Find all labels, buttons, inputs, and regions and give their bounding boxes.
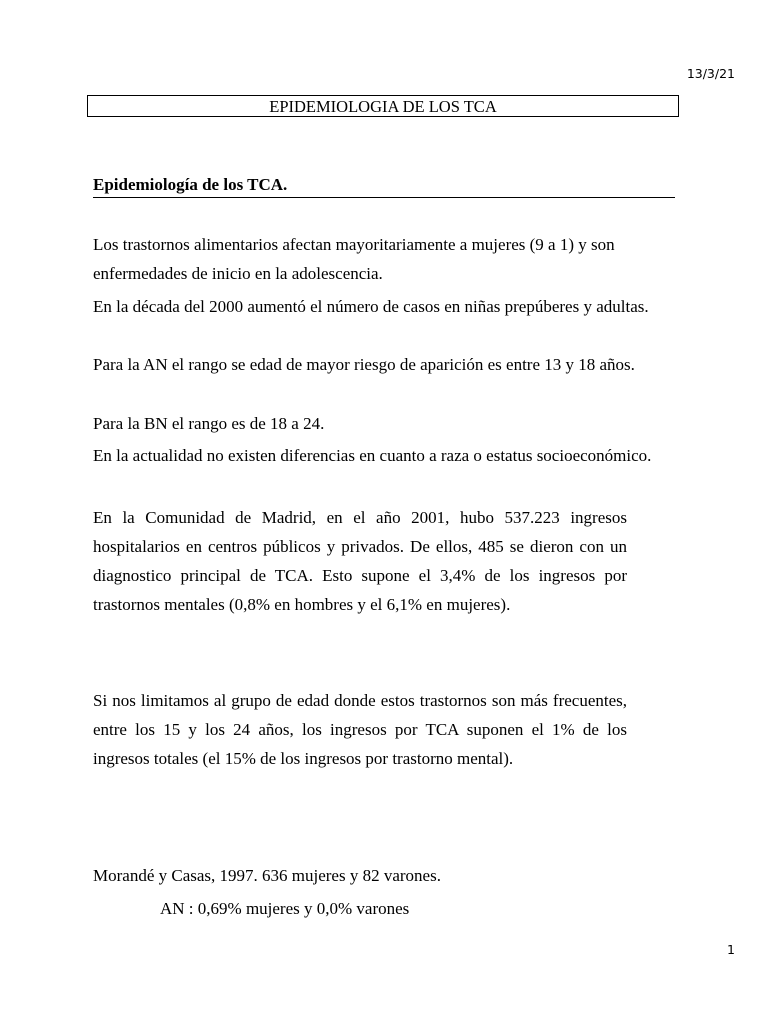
paragraph-an-age-range: Para la AN el rango se edad de mayor riesgo de aparición es entre 13 y 18 años. (93, 355, 635, 374)
paragraph-madrid-admissions: En la Comunidad de Madrid, en el año 2001, hubo 537.223 ingresos hospitalarios en centros públicos y privados. De ellos, 485 se dieron con un diagnostico principal de TCA. Esto supone el 3,4% de los ingresos por trastornos mentales (0,8% en hombres y el 6,1% en mujeres). (93, 508, 627, 614)
page-number: 1 (727, 942, 735, 957)
section-heading: Epidemiología de los TCA. (93, 174, 675, 198)
paragraph-age-group-admissions: Si nos limitamos al grupo de edad donde estos trastornos son más frecuentes, entre los 15 y los 24 años, los ingresos por TCA suponen el 1% de los ingresos totales (el 15% de los ingresos por trastorno mental). (93, 691, 627, 768)
header-date: 13/3/21 (686, 66, 735, 81)
paragraph-incidence: Los trastornos alimentarios afectan mayoritariamente a mujeres (9 a 1) y son enfermedades de inicio en la adolescencia. (93, 235, 615, 283)
document-title: EPIDEMIOLOGIA DE LOS TCA (87, 95, 679, 117)
paragraph-morande-casas: Morandé y Casas, 1997. 636 mujeres y 82 varones. (93, 866, 441, 885)
paragraph-bn-age-range: Para la BN el rango es de 18 a 24. (93, 414, 325, 433)
paragraph-race-status: En la actualidad no existen diferencias en cuanto a raza o estatus socioeconómico. (93, 446, 652, 465)
paragraph-decade-2000: En la década del 2000 aumentó el número de casos en niñas prepúberes y adultas. (93, 297, 649, 316)
paragraph-an-prevalence: AN : 0,69% mujeres y 0,0% varones (160, 899, 410, 918)
